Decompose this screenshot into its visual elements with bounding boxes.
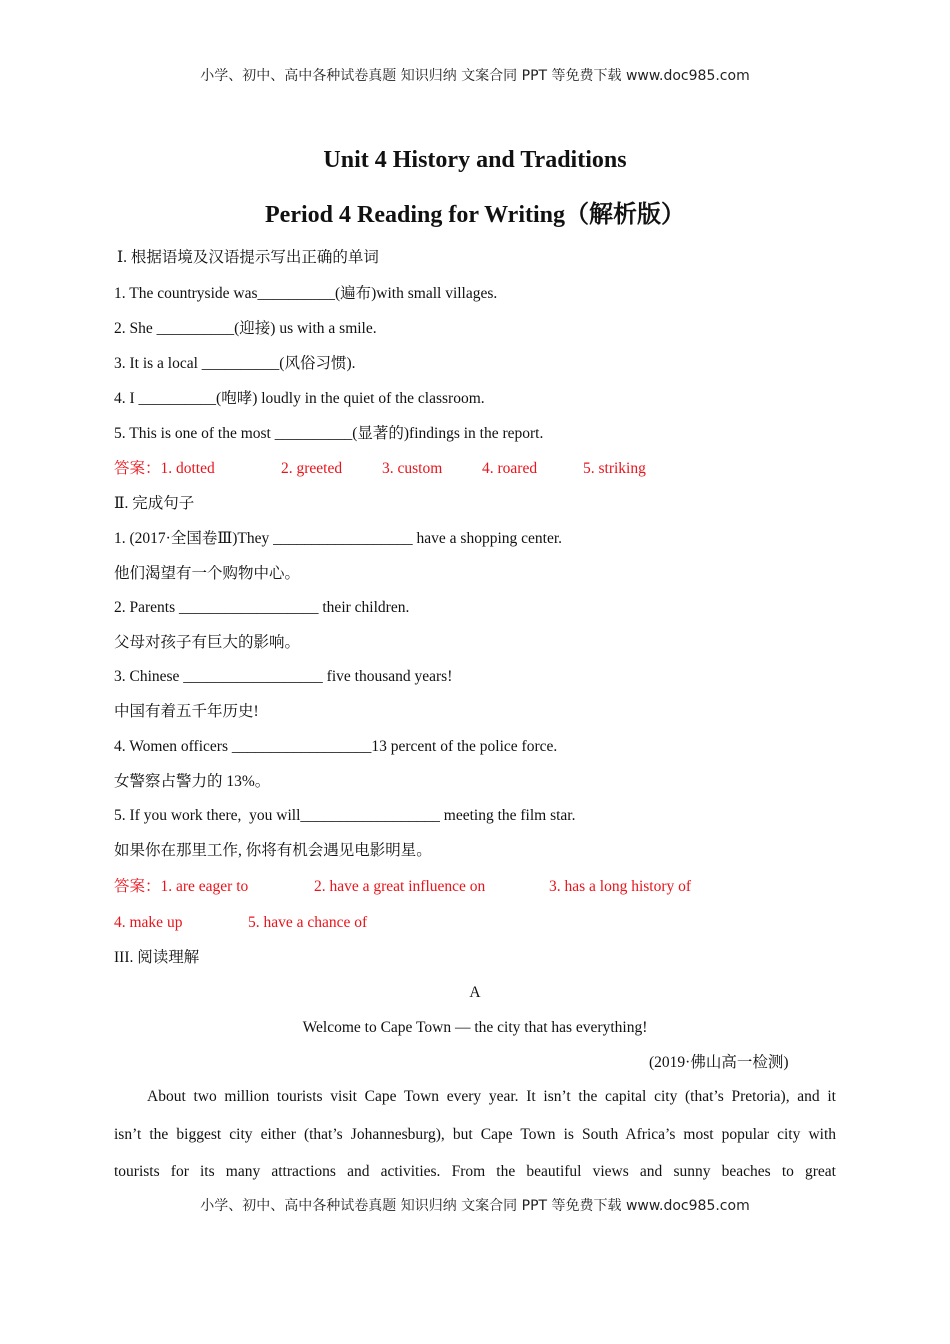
passage-line: tourists for its many attractions and activities. From the beautiful views and sunny beaches to great <box>114 1163 836 1180</box>
translation: 父母对孩子有巨大的影响。 <box>114 634 301 651</box>
answer: 4. roared <box>482 460 538 477</box>
document-title: Unit 4 History and Traditions <box>323 147 627 173</box>
question-item: 1. (2017·全国卷Ⅲ)They __________________ have a shopping center. <box>114 530 563 547</box>
answer: 5. have a chance of <box>248 914 368 931</box>
question-item: 4. I __________(咆哮) loudly in the quiet of the classroom. <box>114 390 485 407</box>
section-3-heading: III. 阅读理解 <box>114 949 200 966</box>
answer: 3. custom <box>382 460 443 477</box>
passage-line: isn’t the biggest city either (that’s Johannesburg), but Cape Town is South Africa’s most popular city with <box>114 1126 836 1143</box>
question-item: 5. If you work there, you will__________________ meeting the film star. <box>114 807 576 824</box>
answer: 4. make up <box>114 914 183 931</box>
passage-label: A <box>469 984 481 1001</box>
answer: 答案：1. are eager to <box>114 878 249 895</box>
page-footer: 小学、初中、高中各种试卷真题 知识归纳 文案合同 PPT 等免费下载 www.doc985.com <box>200 1198 750 1214</box>
passage-source: (2019·佛山高一检测) <box>649 1054 789 1071</box>
section-1-heading: Ⅰ. 根据语境及汉语提示写出正确的单词 <box>117 249 379 266</box>
question-item: 3. It is a local __________(风俗习惯). <box>114 355 356 372</box>
question-item: 2. She __________(迎接) us with a smile. <box>114 320 377 337</box>
question-item: 5. This is one of the most __________(显著的)findings in the report. <box>114 425 544 442</box>
question-item: 2. Parents __________________ their children. <box>114 599 410 616</box>
page-header: 小学、初中、高中各种试卷真题 知识归纳 文案合同 PPT 等免费下载 www.doc985.com <box>200 68 750 84</box>
question-item: 4. Women officers __________________13 percent of the police force. <box>114 738 558 755</box>
passage-title: Welcome to Cape Town — the city that has everything! <box>302 1019 648 1036</box>
answer: 3. has a long history of <box>549 878 692 895</box>
translation: 如果你在那里工作, 你将有机会遇见电影明星。 <box>114 842 432 859</box>
question-item: 3. Chinese __________________ five thousand years! <box>114 668 453 685</box>
answer: 2. have a great influence on <box>314 878 486 895</box>
answer: 答案：1. dotted <box>114 460 215 477</box>
translation: 他们渴望有一个购物中心。 <box>114 565 301 582</box>
answer: 2. greeted <box>281 460 343 477</box>
translation: 中国有着五千年历史! <box>114 703 259 720</box>
section-2-heading: Ⅱ. 完成句子 <box>114 495 195 512</box>
translation: 女警察占警力的 13%。 <box>114 773 271 790</box>
answer: 5. striking <box>583 460 646 477</box>
question-item: 1. The countryside was__________(遍布)with small villages. <box>114 285 498 302</box>
document-subtitle: Period 4 Reading for Writing（解析版） <box>265 202 685 228</box>
passage-line: About two million tourists visit Cape Town every year. It isn’t the capital city (that’s Pretoria), and it <box>147 1088 836 1105</box>
